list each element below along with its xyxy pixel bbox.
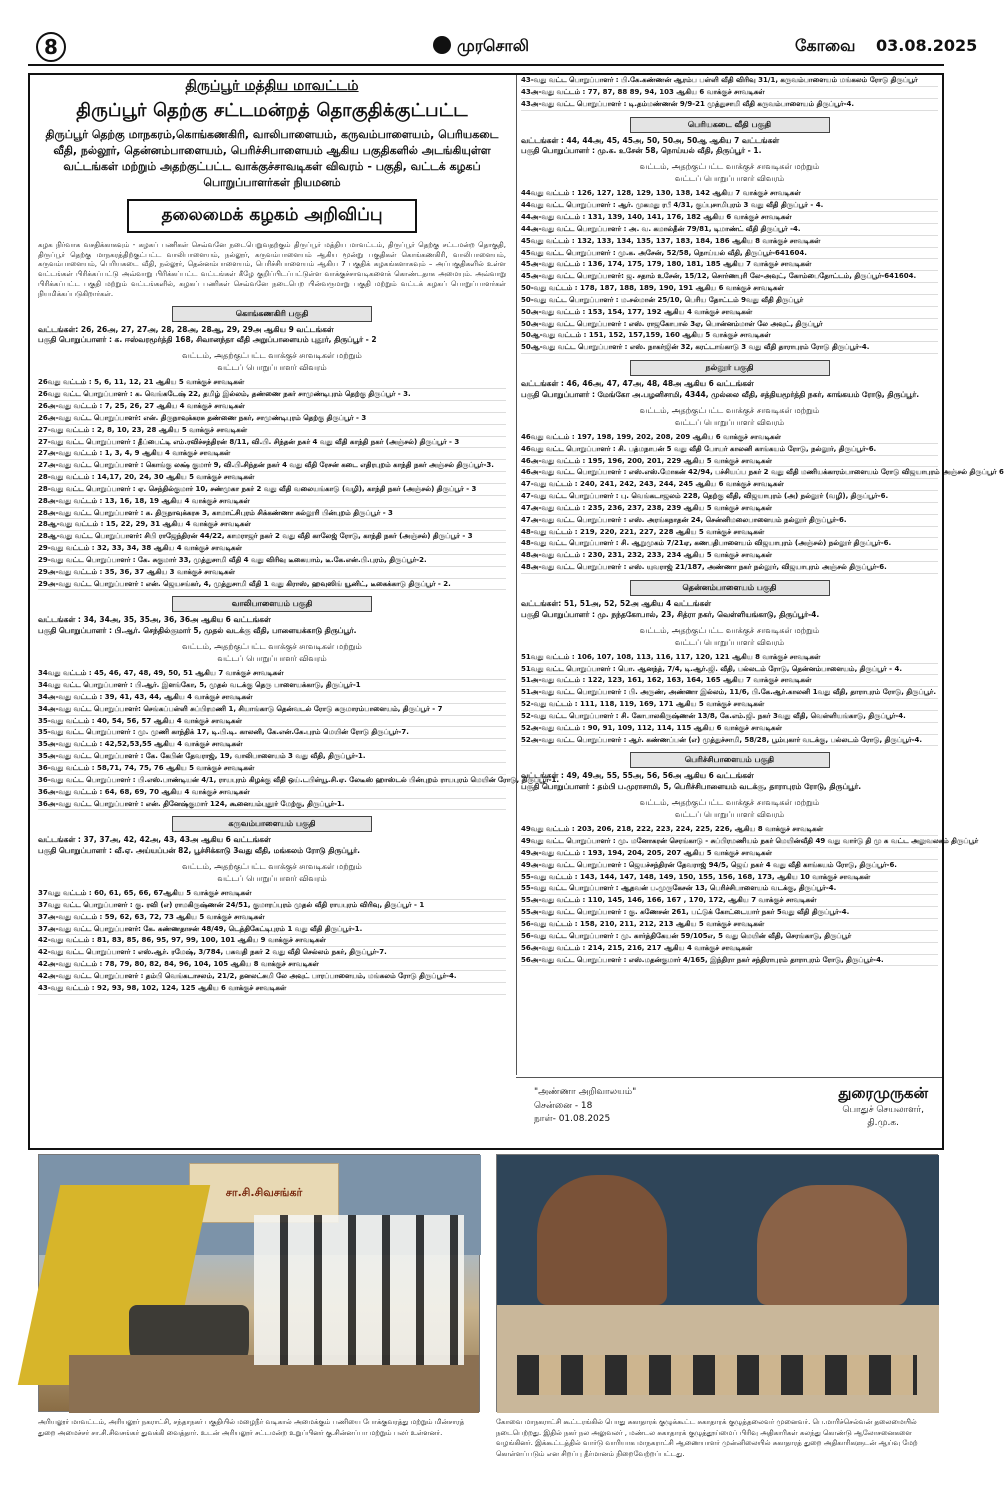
ward-line: 55அ-வது வட்டம் : 110, 145, 146, 166, 167 , 170, 172, ஆகிய 7 வாக்குச் சாவடிகள் bbox=[521, 895, 938, 907]
ward-line: 42அ-வது வட்ட பொறுப்பாளர் : தம்பி வெங்கடாசலம், 21/2, தனலட்சுமி லே அவுட் பாரப்பாளையம், மங்கலம் ரோடு திருப்பூர்-4. bbox=[38, 971, 506, 983]
ward-line: 28ஆ-வது வட்ட பொறுப்பாளர்: சிபி ராஜேந்திரன் 44/22, காமராஜர் நகர் 2 வது வீதி காலேஜ் ரோடு, காந்தி நகர் (அஞ்சல்) திருப்பூர் - 3 bbox=[38, 531, 506, 543]
ward-line: 56-வது வட்டம் : 158, 210, 211, 212, 213 ஆகிய 5 வாக்குச் சாவடிகள் bbox=[521, 919, 938, 931]
ward-line: 29அ-வது வட்ட பொறுப்பாளர் : என். ஜெயசங்கர், 4, முத்துசாமி வீதி 1 வது கிராஸ், ஹவுஸிங் யூனிட், டீகைக்காடு திருப்பூர் - 2. bbox=[38, 579, 506, 591]
ward-line: 29அ-வது வட்டம் : 35, 36, 37 ஆகிய 3 வாக்குச் சாவடிகள் bbox=[38, 567, 506, 579]
section-title: கருவம்பாளையம் பகுதி bbox=[172, 816, 372, 832]
ward-line: 35-வது வட்டம் : 40, 54, 56, 57 ஆகிய 4 வாக்குச் சாவடிகள் bbox=[38, 716, 506, 728]
ward-line: 49வது வட்டம் : 203, 206, 218, 222, 223, 224, 225, 226, ஆகிய 8 வாக்குச் சாவடிகள் bbox=[521, 824, 938, 836]
ward-line: 50-வது வட்ட பொறுப்பாளர் : ம.சல்மான் 25/10, பெரிய தோட்டம் 9வது வீதி திருப்பூர் bbox=[521, 295, 938, 307]
right-column bbox=[516, 75, 1004, 1075]
ward-line: 36அ-வது வட்ட பொறுப்பாளர் : என். தினேஷ்குமார் 124, கூனையம்புதூர் மேற்கு, திருப்பூர்-1. bbox=[38, 799, 506, 811]
subheading-wards: வட்டம், அதற்குட்பட்ட வாக்குச் சாவடிகள் மற்றும் bbox=[639, 798, 820, 808]
ward-list: வட்டங்கள் : 44, 44அ, 45, 45அ, 50, 50அ, 50ஆ ஆகிய 7 வட்டங்கள் bbox=[521, 135, 780, 145]
ward-line: 37வது வட்டம் : 60, 61, 65, 66, 67ஆகிய 5 வாக்குச் சாவடிகள் bbox=[38, 888, 506, 900]
ward-list: வட்டங்கள் : 49, 49அ, 55, 55அ, 56, 56அ ஆகிய 6 வட்டங்கள் bbox=[521, 771, 754, 781]
area-incharge: பகுதி பொறுப்பாளர் : பி.ஆர். செந்தில்குமார் 5, முதல் வடக்கு வீதி, பாளையக்காடு திருப்பூர். bbox=[38, 626, 357, 636]
ward-line: 52அ-வது வட்ட பொறுப்பாளர் : ஆர். கண்ணப்பன் (எ) முத்துச்சாமி, 58/28, பூம்புகார் வடக்கு, பல்லடம் ரோடு, திருப்பூர்-4. bbox=[521, 735, 938, 747]
ward-line: 44அ-வது வட்டம் : 131, 139, 140, 141, 176, 182 ஆகிய 6 வாக்குச் சாவடிகள் bbox=[521, 212, 938, 224]
ward-line: 28-வது வட்ட பொறுப்பாளர் : ஏ. செந்தில்குமார் 10, சண்முகா நகர் 2 வது வீதி வலையங்காடு (வழி), காந்தி நகர் (அஞ்சல்) திருப்பூர் - 3 bbox=[38, 484, 506, 496]
person-left bbox=[537, 1175, 667, 1305]
area-incharge: பகுதி பொறுப்பாளர் : தம்பி ப.முராசாமி, 5, பெரிச்சிபாளையம் வடக்கு, தாராபுரம் ரோடு, திருப்பூர். bbox=[521, 782, 862, 792]
ward-line: 45அ-வது வட்டம் : 136, 174, 175, 179, 180, 181, 185 ஆகிய 7 வாக்குச் சாவடிகள் bbox=[521, 259, 938, 271]
attendees-row bbox=[517, 1355, 917, 1395]
section-title: பெரிச்சிபாளையம் பகுதி bbox=[630, 752, 830, 768]
subheading-incharge: வட்டப் பொறுப்பாளர் விவரம் bbox=[217, 874, 327, 884]
ward-line: 34வது வட்டம் : 45, 46, 47, 48, 49, 50, 51 ஆகிய 7 வாக்குச் சாவடிகள் bbox=[38, 668, 506, 680]
notice-subtitle: திருப்பூர் தெற்கு மாநகரம்,கொங்கணகிரி, வாலிபாளையம், கருவம்பாளையம், பெரியகடை வீதி, நல்லூர், தென்னம்பாளையம், பெரிச்சிபாளையம் ஆகிய பகுதிகளில் அடங்கியுள்ள வட்டங்கள் மற்றும் அதற்குட்பட்ட வாக்குச்சாவடிகள் விவரம் - பகுதி, வட்டக் கழகப் பொறுப்பாளர்கள் நியமனம் bbox=[45, 128, 499, 189]
ward-list: வட்டங்கள் : 46, 46அ, 47, 47அ, 48, 48அ ஆகிய 6 வட்டங்கள் bbox=[521, 379, 754, 389]
ward-list: வட்டங்கள் : 37, 37அ, 42, 42அ, 43, 43அ ஆகிய 6 வட்டங்கள் bbox=[38, 835, 271, 845]
ward-line: 44அ-வது வட்ட பொறுப்பாளர் : அ. வ. கமால்தீன் 79/81, டிமாண்ட் வீதி திருப்பூர் -4. bbox=[521, 224, 938, 236]
ward-line: 44வது வட்டம் : 126, 127, 128, 129, 130, 138, 142 ஆகிய 7 வாக்குச் சாவடிகள் bbox=[521, 188, 938, 200]
signatory-party: தி.மு.க. bbox=[867, 1117, 900, 1128]
subheading-wards: வட்டம், அதற்குட்பட்ட வாக்குச் சாவடிகள் மற்றும் bbox=[182, 642, 362, 652]
ward-line: 35-வது வட்ட பொறுப்பாளர் : மு. முணி காந்திக் 17, டி.பி.டி. காலனி, கே.என்.கே.புரம் மெயின் ரோடு திருப்பூர்-7. bbox=[38, 727, 506, 739]
area-incharge: பகுதி பொறுப்பாளர் : வீ.ஏ. அய்யப்பன் 82, பூச்சிக்காடு 3வது வீதி, மங்கலம் ரோடு திருப்பூர். bbox=[38, 846, 360, 856]
section-title: தென்னம்பாளையம் பகுதி bbox=[630, 580, 830, 596]
notice-intro: கழக நிர்வாக வசதிக்காகவும் - கழகப் பணிகள் செவ்வனே நடைபெறுவதற்கும் திருப்பூர் மத்திய மாவட்டம், திருப்பூர் தெற்கு சட்டமன்ற தொகுதி, திருப்பூர் தெற்கு மாநகரத்திற்குட்பட்ட வாலிபாளையம், நல்லூர், கருவம்பாளையம் ஆகிய மூன்று பகுதிகள் கொங்கணகிரி, வாலிபாளையம், கருவம்பாளையம், பெரியகடை வீதி, நல்லூர், தென்னம்பாளையம், பெரிச்சிபாளையம் ஆகிய 7 பகுதிக் கழகங்களாகவும் – அப்பகுதிகளில் உள்ள வட்டங்கள் பிரிக்கப்பட்டு அவ்வாறு பிரிக்கப்பட்ட வட்டங்கள் கீழே குறிப்பிடப்பட்டுள்ள வாக்குச்சாவடிகளைக் கொண்டதாக அமையும். அவ்வாறு பிரிக்கப்பட்ட பகுதி மற்றும் வட்டங்களில், கழகப் பணிகள் செவ்வனே நடைபெற பின்வருமாறு பகுதி மற்றும் வட்டக் கழகப் பொறுப்பாளர்கள் நியமிக்கப்படுகிறார்கள். bbox=[38, 240, 506, 298]
person-right bbox=[757, 1185, 907, 1305]
ward-line: 56அ-வது வட்டம் : 214, 215, 216, 217 ஆகிய 4 வாக்குச் சாவடிகள் bbox=[521, 943, 938, 955]
notice-heading: தலைமைக் கழகம் அறிவிப்பு bbox=[127, 199, 417, 233]
signatory bbox=[838, 1084, 928, 1129]
ward-line: 28அ-வது வட்டம் : 13, 16, 18, 19 ஆகிய 4 வாக்குச் சாவடிகள் bbox=[38, 496, 506, 508]
subheading-wards: வட்டம், அதற்குட்பட்ட வாக்குச் சாவடிகள் மற்றும் bbox=[639, 162, 820, 172]
ward-line: 28அ-வது வட்ட பொறுப்பாளர் : க. திருநாவுக்கரசு 3, காமாட்சிபுரம் சிக்கண்ணா கல்லூரி பின்புறம் திருப்பூர் - 3 bbox=[38, 508, 506, 520]
ward-line: 34அ-வது வட்ட பொறுப்பாளர்: செங்கப்பள்ளி சுப்பிரமணி 1, சியாங்காடு தென்வடல் ரோடு கருமாரம்பாளையம், திருப்பூர் - 7 bbox=[38, 704, 506, 716]
ward-line: 42அ-வது வட்டம் : 78, 79, 80, 82, 84, 96, 104, 105 ஆகிய 8 வாக்குச் சாவடிகள் bbox=[38, 959, 506, 971]
subheading-incharge: வட்டப் பொறுப்பாளர் விவரம் bbox=[217, 363, 327, 373]
subheading-incharge: வட்டப் பொறுப்பாளர் விவரம் bbox=[217, 654, 327, 664]
ward-line: 45வது வட்டம் : 132, 133, 134, 135, 137, 183, 184, 186 ஆகிய 8 வாக்குச் சாவடிகள் bbox=[521, 236, 938, 248]
ward-line: 52அ-வது வட்டம் : 90, 91, 109, 112, 114, 115 ஆகிய 6 வாக்குச் சாவடிகள் bbox=[521, 723, 938, 735]
ward-list: வட்டங்கள் : 34, 34அ, 35, 35அ, 36, 36அ ஆகிய 6 வட்டங்கள் bbox=[38, 615, 271, 625]
signature-date: நாள்- 01.08.2025 bbox=[534, 1114, 611, 1124]
ward-line: 50அ-வது வட்ட பொறுப்பாளர் : எஸ். ராஜகோபால் 3ஏ, பொன்னம்மாள் லே அவுட், திருப்பூர் bbox=[521, 319, 938, 331]
signature-block bbox=[516, 1077, 942, 1148]
ward-line: 37அ-வது வட்ட பொறுப்பாளர்: கே. கண்ணதாசன் 48/49, டெத்திகேட்டிபுரம் 1 வது வீதி திருப்பூர்-1. bbox=[38, 924, 506, 936]
ward-line: 51அ-வது வட்டம் : 122, 123, 161, 162, 163, 164, 165 ஆகிய 7 வாக்குச் சாவடிகள் bbox=[521, 675, 938, 687]
ward-line: 55-வது வட்டம் : 143, 144, 147, 148, 149, 150, 155, 156, 168, 173, ஆகிய 10 வாக்குச் சாவடிகள் bbox=[521, 872, 938, 884]
ward-line: 26வது வட்டம் : 5, 6, 11, 12, 21 ஆகிய 5 வாக்குச் சாவடிகள் bbox=[38, 377, 506, 389]
ward-line: 36அ-வது வட்டம் : 64, 68, 69, 70 ஆகிய 4 வாக்குச் சாவடிகள் bbox=[38, 787, 506, 799]
ward-line: 49அ-வது வட்ட பொறுப்பாளர் : ஜெயச்சந்திரன் தேவராஜ் 94/5, ஜெய் நகர் 4 வது வீதி காங்கயம் ரோடு, திருப்பூர்-6. bbox=[521, 860, 938, 872]
left-sections bbox=[38, 306, 560, 995]
ward-line: 49அ-வது வட்டம் : 193, 194, 204, 205, 207 ஆகிய 5 வாக்குச் சாவடிகள் bbox=[521, 848, 938, 860]
paper-name bbox=[433, 36, 529, 57]
subheading-incharge: வட்டப் பொறுப்பாளர் விவரம் bbox=[674, 417, 785, 427]
ward-line: 44வது வட்ட பொறுப்பாளர் : ஆர். முகமது ரபீ 4/31, குப்புசாமிபுரம் 3 வது வீதி திருப்பூர் - 4. bbox=[521, 200, 938, 212]
ward-line: 35அ-வது வட்டம் : 42,52,53,55 ஆகிய 4 வாக்குச் சாவடிகள் bbox=[38, 739, 506, 751]
ward-line: 47அ-வது வட்டம் : 235, 236, 237, 238, 239 ஆகிய 5 வாக்குச் சாவடிகள் bbox=[521, 503, 938, 515]
ward-line: 35அ-வது வட்ட பொறுப்பாளர் : கே. கேபின் தேவராஜ், 19, வாலிபாளையம் 3 வது வீதி, திருப்பூர்-1. bbox=[38, 751, 506, 763]
ward-line: 43-வது வட்ட பொறுப்பாளர் : பி.கே.கண்ணன் ஆரம்ப பள்ளி வீதி விரிவு 31/1, கருவம்பாளையம் மங்கலம் ரோடு திருப்பூர் bbox=[521, 75, 938, 87]
ward-list: வட்டங்கள்: 51, 51அ, 52, 52அ ஆகிய 4 வட்டங்கள் bbox=[521, 598, 712, 608]
banner-board bbox=[189, 1163, 339, 1223]
signatory-name: துரைமுருகன் bbox=[838, 1084, 928, 1102]
ward-line: 29-வது வட்டம் : 32, 33, 34, 38 ஆகிய 4 வாக்குச் சாவடிகள் bbox=[38, 543, 506, 555]
ward-line: 52-வது வட்ட பொறுப்பாளர் : சி. கோபாலகிருஷ்ணன் 13/8, கே.எம்.ஜி. நகர் 3வது வீதி, வெள்ளியங்காடு, திருப்பூர்-4. bbox=[521, 711, 938, 723]
left-column bbox=[38, 75, 560, 1148]
caption-right: கோவை மாநகராட்சி கூட்டரங்கில் பொது சுகாதாரக் குழுக்கூட்ட சுகாதாரக் குழுத்தலைவர் முனைவர். பெ.மாரிச்செல்வன் தலைமையில் நடைபெற்றது. இதில் நகர் நல அலுவலர் , மண்டல சுகாதாரக் குழுத்தூய்மைப் பிரிவு அதிகாரிகள் கலந்து கொண்டு ஆலோசனைகளை வழங்கினர். இக்கூட்டத்தில் வார்டு வாரியாக மாநகராட்சி ஆணையாளர் முன்னிலையில் சுகாதாரத் துறை அதிகாரிகளுடன் ஆய்வு மேற் கொள்ளப்படும் என சிறப்பு தீர்மானம் நிறைவேற்றப்பட்டது. bbox=[496, 1418, 918, 1458]
signature-office: "அண்ணா அறிவாலயம்" bbox=[534, 1087, 637, 1097]
ward-line: 26வது வட்ட பொறுப்பாளர் : க. வெங்கடேஷ் 22, தமிழ் இல்லம், தண்ணை நகர் சாமுண்டிபுரம் தெற்கு திருப்பூர் - 3. bbox=[38, 389, 506, 401]
ward-line: 42-வது வட்ட பொறுப்பாளர் : எஸ்.ஆர். ரமேஷ், 3/784, பகவதி நகர் 2 வது வீதி செல்லம் நகர், திருப்பூர்-7. bbox=[38, 947, 506, 959]
edition-date: 03.08.2025 bbox=[876, 36, 978, 55]
subheading-wards: வட்டம், அதற்குட்பட்ட வாக்குச் சாவடிகள் மற்றும் bbox=[182, 862, 362, 872]
area-incharge: பகுதி பொறுப்பாளர் : மு.க. உசேன் 58, நொய்யல் வீதி, திருப்பூர் - 1. bbox=[521, 146, 762, 156]
paper-title: முரசொலி bbox=[457, 36, 529, 55]
ward-line: 36-வது வட்டம் : 58,71, 74, 75, 76 ஆகிய 5 வாக்குச் சாவடிகள் bbox=[38, 763, 506, 775]
ward-line: 55அ-வது வட்ட பொறுப்பாளர் : கு. கணேசன் 261, பட்டுக் கோட்டையார் நகர் 5வது வீதி திருப்பூர்-4. bbox=[521, 907, 938, 919]
section-title: கொங்கணகிரி பகுதி bbox=[172, 306, 372, 322]
signature-origin bbox=[534, 1086, 636, 1127]
edition-city: கோவை bbox=[795, 36, 856, 55]
ward-line: 47அ-வது வட்ட பொறுப்பாளர் : எஸ். அரங்கநாதன் 24, சென்னிமலைபாளையம் நல்லூர் திருப்பூர்-6. bbox=[521, 515, 938, 527]
ward-line: 48அ-வது வட்டம் : 230, 231, 232, 233, 234 ஆகிய 5 வாக்குச் சாவடிகள் bbox=[521, 550, 938, 562]
ward-line: 48-வது வட்ட பொறுப்பாளர் : சி. ஆறுமுகம் 7/21ஏ, கணபதிபாளையம் விஜயாபுரம் (அஞ்சல்) நல்லூர் திருப்பூர்-6. bbox=[521, 538, 938, 550]
ward-line: 37அ-வது வட்டம் : 59, 62, 63, 72, 73 ஆகிய 5 வாக்குச் சாவடிகள் bbox=[38, 912, 506, 924]
ward-line: 42-வது வட்டம் : 81, 83, 85, 86, 95, 97, 99, 100, 101 ஆகிய 9 வாக்குச் சாவடிகள் bbox=[38, 935, 506, 947]
people-group bbox=[254, 1215, 464, 1365]
ward-line: 48-வது வட்டம் : 219, 220, 221, 227, 228 ஆகிய 5 வாக்குச் சாவடிகள் bbox=[521, 527, 938, 539]
subheading-incharge: வட்டப் பொறுப்பாளர் விவரம் bbox=[674, 174, 785, 184]
ward-line: 36-வது வட்ட பொறுப்பாளர் : பி.எஸ்.பாண்டியன் 4/1, ராயபுரம் கிழக்கு வீதி ஒய்.டபிள்யூ.சி.ஏ. லேடீஸ் ஹாஸ்டல் பின்புறம் ராயபுரம் மெயின் ரோடு, திருப்பூர்-1. bbox=[38, 775, 506, 787]
ward-line: 52-வது வட்டம் : 111, 118, 119, 169, 171 ஆகிய 5 வாக்குச் சாவடிகள் bbox=[521, 699, 938, 711]
ward-line: 50-வது வட்டம் : 178, 187, 188, 189, 190, 191 ஆகிய 6 வாக்குச் சாவடிகள் bbox=[521, 283, 938, 295]
ward-line: 56அ-வது வட்ட பொறுப்பாளர் : எஸ்.மதன்குமார் 4/165, இந்திரா நகர் சந்திராபுரம் தாராபுரம் ரோடு, திருப்பூர்-4. bbox=[521, 955, 938, 967]
ward-line: 34அ-வது வட்டம் : 39, 41, 43, 44, ஆகிய 4 வாக்குச் சாவடிகள் bbox=[38, 692, 506, 704]
ward-line: 43அ-வது வட்ட பொறுப்பாளர் : டி.தம்மண்ணன் 9/9-21 முத்துசாமி வீதி கருவம்பாளையம் திருப்பூர்-4. bbox=[521, 99, 938, 111]
right-top-lines bbox=[521, 75, 938, 111]
ward-line: 29-வது வட்ட பொறுப்பாளர் : கே. சுகுமார் 33, முத்துசாமி வீதி 4 வது விரிவு டீகையாம், டீ.கே.என்.பி.புரம், திருப்பூர்-2. bbox=[38, 555, 506, 567]
subheading-wards: வட்டம், அதற்குட்பட்ட வாக்குச் சாவடிகள் மற்றும் bbox=[182, 351, 362, 361]
ward-line: 46வது வட்டம் : 197, 198, 199, 202, 208, 209 ஆகிய 6 வாக்குச் சாவடிகள் bbox=[521, 432, 938, 444]
ward-line: 47-வது வட்டம் : 240, 241, 242, 243, 244, 245 ஆகிய 6 வாக்குச் சாவடிகள் bbox=[521, 479, 938, 491]
masthead bbox=[28, 30, 978, 66]
ward-line: 46வது வட்ட பொறுப்பாளர் : சி. பத்மநாபன் 5 வது வீதி போயர் காலனி காங்கயம் ரோடு, நல்லூர், திருப்பூர்-6. bbox=[521, 444, 938, 456]
ward-list: வட்டங்கள்: 26, 26அ, 27, 27அ, 28, 28அ, 28ஆ, 29, 29அ ஆகிய 9 வட்டங்கள் bbox=[38, 324, 334, 334]
area-incharge: பகுதி பொறுப்பாளர் : மேங்கோ அ.பழனிசாமி, 4344, முல்லை வீதி, சத்தியமூர்த்தி நகர், காங்கயம் ரோடு, திருப்பூர். bbox=[521, 389, 920, 399]
signature-city: சென்னை - 18 bbox=[534, 1100, 593, 1111]
party-notice-box bbox=[28, 73, 1004, 1150]
ward-line: 43அ-வது வட்டம் : 77, 87, 88 89, 94, 103 ஆகிய 6 வாக்குச் சாவடிகள் bbox=[521, 87, 938, 99]
subheading-incharge: வட்டப் பொறுப்பாளர் விவரம் bbox=[674, 637, 785, 647]
ward-line: 45அ-வது வட்ட பொறுப்பாளர்: ஜ. சதாம் உசேன், 15/12, சொர்ணபுரி லே-அவுட், கோம்பைதோட்டம், திருப்பூர்-641604. bbox=[521, 271, 938, 283]
district-title: திருப்பூர் மத்திய மாவட்டம் bbox=[185, 78, 359, 94]
section-title: நல்லூர் பகுதி bbox=[630, 360, 830, 376]
signatory-title: பொதுச் செயலாளர், bbox=[842, 1105, 924, 1115]
ward-line: 55-வது வட்ட பொறுப்பாளர் : ஆதவன் ப.முருகேசன் 13, பெரிச்சிபாளையம் வடக்கு, திருப்பூர்-4. bbox=[521, 883, 938, 895]
ward-line: 48அ-வது வட்ட பொறுப்பாளர் : எஸ். யுவராஜ் 21/187, அண்ணா நகர் நல்லூர், விஜயாபுரம் அஞ்சல் திருப்பூர்-6. bbox=[521, 562, 938, 574]
right-sections bbox=[521, 117, 1004, 967]
ward-line: 46அ-வது வட்டம் : 195, 196, 200, 201, 229 ஆகிய 5 வாக்குச் சாவடிகள் bbox=[521, 456, 938, 468]
photo-council-meeting bbox=[496, 1154, 938, 1412]
banner-text: சா.சி.சிவசங்கர் bbox=[225, 1186, 303, 1199]
subheading-incharge: வட்டப் பொறுப்பாளர் விவரம் bbox=[674, 810, 785, 820]
ward-line: 26அ-வது வட்ட பொறுப்பாளர்: என். திருநாவுக்கரசு தண்ணை நகர், சாமுண்டிபுரம் தெற்கு திருப்பூர் - 3 bbox=[38, 413, 506, 425]
ward-line: 27அ-வது வட்டம் : 1, 3, 4, 9 ஆகிய 4 வாக்குச் சாவடிகள் bbox=[38, 448, 506, 460]
ward-line: 49வது வட்ட பொறுப்பாளர் : மு. மனோகரன் செரங்காடு - சுப்பிரமணியம் நகர் மெயின்வீதி 49 வது வார்டு தி மு க வட்ட அலுவலகம் திருப்பூர் bbox=[521, 836, 938, 848]
ward-line: 43-வது வட்டம் : 92, 93, 98, 102, 124, 125 ஆகிய 6 வாக்குச் சாவடிகள் bbox=[38, 983, 506, 995]
logo-icon bbox=[433, 36, 451, 54]
ward-line: 28-வது வட்டம் : 14,17, 20, 24, 30 ஆகிய 5 வாக்குச் சாவடிகள் bbox=[38, 472, 506, 484]
section-title: வாலிபாளையம் பகுதி bbox=[172, 596, 372, 612]
ward-line: 37வது வட்ட பொறுப்பாளர் : கு. ரவி (எ) ராமகிருஷ்ணன் 24/51, குமாரப்புரம் முதல் வீதி ராயபுரம் விரிவு, திருப்பூர் - 1 bbox=[38, 900, 506, 912]
subheading-wards: வட்டம், அதற்குட்பட்ட வாக்குச் சாவடிகள் மற்றும் bbox=[639, 405, 820, 415]
constituency-title: திருப்பூர் தெற்கு சட்டமன்றத் தொகுதிக்குட்பட்ட bbox=[76, 100, 468, 121]
photo-excavator-event bbox=[38, 1154, 480, 1412]
ward-line: 50ஆ-வது வட்ட பொறுப்பாளர் : எஸ். நாகர்ஜின் 32, கரட்டாங்காடு 3 வது வீதி தாராபுரம் ரோடு திருப்பூர்-4. bbox=[521, 342, 938, 354]
ward-line: 50அ-வது வட்டம் : 153, 154, 177, 192 ஆகிய 4 வாக்குச் சாவடிகள் bbox=[521, 307, 938, 319]
ward-line: 27-வது வட்டம் : 2, 8, 10, 23, 28 ஆகிய 5 வாக்குச் சாவடிகள் bbox=[38, 425, 506, 437]
subheading-wards: வட்டம், அதற்குட்பட்ட வாக்குச் சாவடிகள் மற்றும் bbox=[639, 625, 820, 635]
ward-line: 27அ-வது வட்ட பொறுப்பாளர் : கொங்கு லக்ஷ் குமார் 9, வி.பி.சிந்தன் நகர் 4 வது வீதி ரேசன் கடை எதிரபுறம் காந்தி நகர் அஞ்சல் திருப்பூர்-3. bbox=[38, 460, 506, 472]
ward-line: 34வது வட்ட பொறுப்பாளர் : பி.ஆர். இளங்கோ, 5, முதல் வடக்கு தெரு பாளையக்காடு, திருப்பூர்-1 bbox=[38, 680, 506, 692]
ward-line: 51வது வட்டம் : 106, 107, 108, 113, 116, 117, 120, 121 ஆகிய 8 வாக்குச் சாவடிகள் bbox=[521, 652, 938, 664]
ward-line: 51வது வட்ட பொறுப்பாளர் : பொ. ஆனந்த், 7/4, டி.ஆர்.ஜி. வீதி, பல்லடம் ரோடு, தென்னம்பாளையம், திருப்பூர் - 4. bbox=[521, 664, 938, 676]
ward-line: 45வது வட்ட பொறுப்பாளர் : மு.க. அசேன், 52/58, நொய்யல் வீதி, திருப்பூர்-641604. bbox=[521, 248, 938, 260]
area-incharge: பகுதி பொறுப்பாளர் : மு. நந்தகோபால், 23, சித்ரா நகர், வெள்ளியங்காடு, திருப்பூர்-4. bbox=[521, 609, 820, 619]
ward-line: 46அ-வது வட்ட பொறுப்பாளர் : எஸ்.எஸ்.மோகன் 42/94, பச்சியப்ப நகர் 2 வது வீதி மணியக்காரம்பாளையம் ரோடு விஜயாபுரம் அஞ்சல் திருப்பூர் 6 bbox=[521, 467, 938, 479]
ward-line: 26அ-வது வட்டம் : 7, 25, 26, 27 ஆகிய 4 வாக்குச் சாவடிகள் bbox=[38, 401, 506, 413]
ward-line: 28ஆ-வது வட்டம் : 15, 22, 29, 31 ஆகிய 4 வாக்குச் சாவடிகள் bbox=[38, 519, 506, 531]
ward-line: 50ஆ-வது வட்டம் : 151, 152, 157,159, 160 ஆகிய 5 வாக்குச் சாவடிகள் bbox=[521, 330, 938, 342]
section-title: பெரியகடை வீதி பகுதி bbox=[630, 117, 830, 133]
ward-line: 56-வது வட்ட பொறுப்பாளர் : மு. கார்த்திகேயன் 59/105எ, 5 வது மெயின் வீதி, செரங்காடு, திருப்பூர் bbox=[521, 931, 938, 943]
caption-left: அரியலூர் மாவட்டம், அரியலூர் நகராட்சி, சந்தாநகர் பகுதியில் மழைநீர் வடிகால் அமைக்கும் பணியை போக்குவரத்து மற்றும் மின்சாரத் துறை அமைச்சர் சா.சி.சிவசங்கர் துவக்கி வைத்தார். உடன் அரியலூர் சட்டமன்ற உறுப்பினர் கு.சின்னப்பா மற்றும் பலர் உள்ளனர். bbox=[38, 1418, 465, 1437]
page-number: 8 bbox=[36, 32, 66, 62]
area-incharge: பகுதி பொறுப்பாளர் : க. ஈஸ்வரமூர்த்தி 168, சிவானந்தா வீதி அறுப்பாளையம் புதூர், திருப்பூர் - 2 bbox=[38, 335, 377, 345]
ward-line: 47-வது வட்ட பொறுப்பாளர் : பு. வெங்கடாஜலம் 228, தெற்கு வீதி, விஜயாபுரம் (அ) நல்லூர் (வழி), திருப்பூர்-6. bbox=[521, 491, 938, 503]
ward-line: 27-வது வட்ட பொறுப்பாளர் : தீப்பைட்டி எம்.ரவிச்சந்திரன் 8/11, வி.பி. சிந்தன் நகர் 4 வது வீதி காந்தி நகர் (அஞ்சல்) திருப்பூர் - 3 bbox=[38, 437, 506, 449]
ward-line: 51அ-வது வட்ட பொறுப்பாளர் : பி. அருண், அண்ணா இல்லம், 11/6, பி.கே.ஆர்.காலனி 1வது வீதி, தாராபுரம் ரோடு, திருப்பூர். bbox=[521, 687, 938, 699]
